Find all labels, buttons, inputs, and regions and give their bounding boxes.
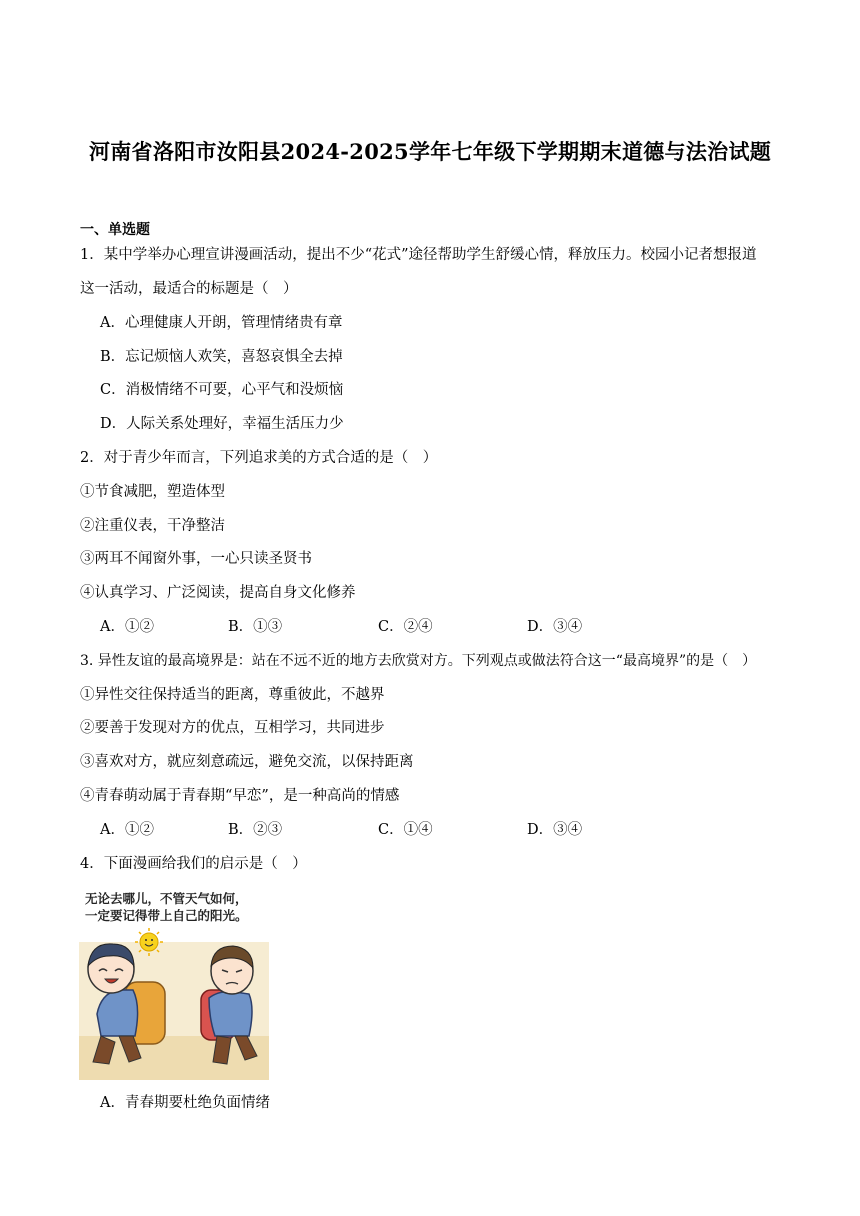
question-1-option-a: A．心理健康人开朗，管理情绪贵有章 (100, 315, 343, 331)
question-2-option-b: B．①③ (228, 619, 283, 635)
page-title: 河南省洛阳市汝阳县2024-2025学年七年级下学期期末道德与法治试题 (88, 139, 772, 164)
question-3-option-b: B．②③ (228, 822, 283, 838)
question-3-options (100, 820, 700, 840)
question-3-item-4: ④青春萌动属于青春期“早恋”，是一种高尚的情感 (80, 788, 400, 804)
question-1-option-d: D．人际关系处理好，幸福生活压力少 (100, 416, 344, 432)
question-2-item-1: ①节食减肥，塑造体型 (80, 484, 225, 500)
question-4-option-a: A．青春期要杜绝负面情绪 (100, 1095, 270, 1111)
question-2-option-c: C．②④ (378, 619, 433, 635)
question-3-item-2: ②要善于发现对方的优点，互相学习，共同进步 (80, 720, 385, 736)
question-2-item-3: ③两耳不闻窗外事，一心只读圣贤书 (80, 551, 312, 567)
question-4-stem: 4．下面漫画给我们的启示是（ ） (80, 856, 307, 872)
question-2-item-4: ④认真学习、广泛阅读，提高自身文化修养 (80, 585, 356, 601)
question-1-option-c: C．消极情绪不可要，心平气和没烦恼 (100, 382, 344, 398)
question-1-stem-line-1: 1．某中学举办心理宣讲漫画活动，提出不少“花式”途径帮助学生舒缓心情，释放压力。校园小记者想报道 (80, 247, 757, 263)
comic-illustration (79, 886, 271, 1080)
question-2-options (100, 617, 700, 637)
question-3-item-3: ③喜欢对方，就应刻意疏远，避免交流，以保持距离 (80, 754, 414, 770)
question-3-option-c: C．①④ (378, 822, 433, 838)
question-2-stem: 2．对于青少年而言，下列追求美的方式合适的是（ ） (80, 450, 438, 466)
question-2-option-a: A．①② (100, 619, 154, 635)
question-3-option-a: A．①② (100, 822, 154, 838)
question-2-item-2: ②注重仪表，干净整洁 (80, 518, 225, 534)
question-1-option-b: B．忘记烦恼人欢笑，喜怒哀惧全去掉 (100, 349, 343, 365)
comic-caption-line-2: 一定要记得带上自己的阳光。 (85, 908, 248, 923)
question-3-option-d: D．③④ (527, 822, 583, 838)
question-2-option-d: D．③④ (527, 619, 583, 635)
question-1-stem-line-2: 这一活动，最适合的标题是（ ） (80, 281, 298, 297)
comic-caption-line-1: 无论去哪儿，不管天气如何， (85, 891, 248, 906)
question-3-stem: 3. 异性友谊的最高境界是：站在不远不近的地方去欣赏对方。下列观点或做法符合这一“最高境界”的是（ ） (80, 653, 757, 669)
question-3-item-1: ①异性交往保持适当的距离，尊重彼此，不越界 (80, 687, 385, 703)
section-heading: 一、单选题 (80, 222, 150, 238)
